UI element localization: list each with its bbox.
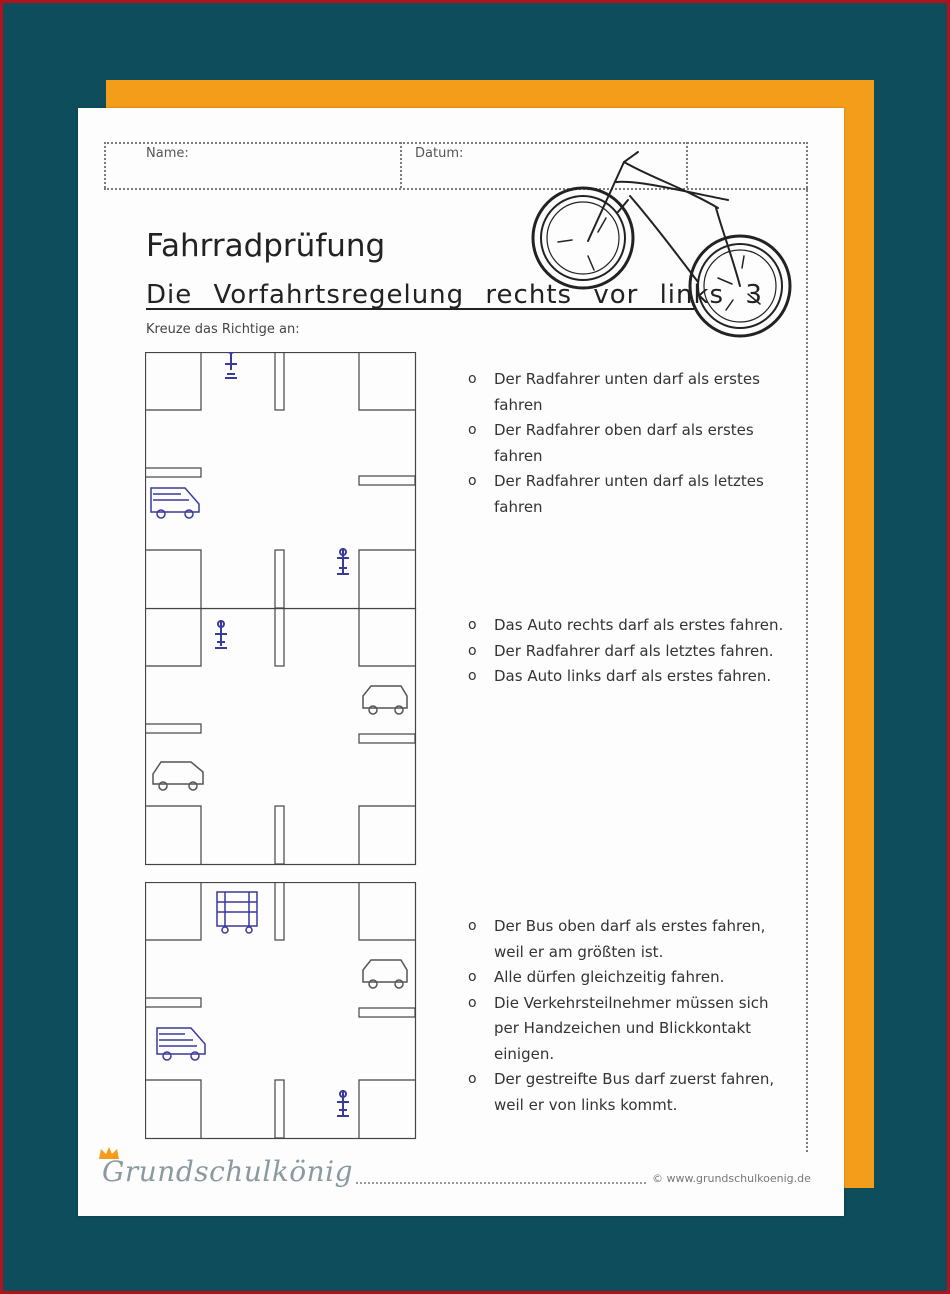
answer-option[interactable]: o Der Radfahrer unten darf als letztes fahren	[468, 469, 780, 520]
answer-option[interactable]: o Der Bus oben darf als erstes fahren, weil er am größten ist.	[468, 914, 778, 965]
checkbox-circle-icon[interactable]: o	[468, 668, 477, 684]
checkbox-circle-icon[interactable]: o	[468, 1071, 477, 1087]
subtitle-underline	[146, 308, 694, 310]
worksheet	[78, 108, 844, 1216]
footer-dotted-line	[356, 1182, 646, 1184]
answer-option[interactable]: o Der Radfahrer unten darf als erstes fahren	[468, 367, 780, 418]
car-left-icon	[153, 762, 203, 790]
date-label: Datum:	[415, 146, 464, 161]
answer-option[interactable]: o Der Radfahrer oben darf als erstes fahren	[468, 418, 780, 469]
header-dotted-line-top	[104, 142, 808, 144]
right-dotted-margin	[806, 142, 808, 1152]
cyclist-icon	[225, 352, 237, 378]
brand-logo: Grundschulkönig	[102, 1155, 354, 1188]
answer-option[interactable]: o Das Auto rechts darf als erstes fahren.	[468, 613, 798, 639]
name-label: Name:	[146, 146, 189, 161]
intersection-diagram-2	[145, 608, 417, 866]
answer-option[interactable]: o Alle dürfen gleichzeitig fahren.	[468, 965, 778, 991]
checkbox-circle-icon[interactable]: o	[468, 371, 477, 387]
bus-icon	[217, 892, 257, 933]
page-subtitle: Die Vorfahrtsregelung rechts vor links 3	[146, 280, 763, 310]
intersection-diagram-1	[145, 352, 417, 610]
question-1	[468, 367, 780, 520]
bicycle-icon	[528, 146, 798, 346]
answer-option[interactable]: o Der Radfahrer darf als letztes fahren.	[468, 639, 798, 665]
answer-option[interactable]: o Der gestreifte Bus darf zuerst fahren, weil er von links kommt.	[468, 1067, 778, 1118]
page-title: Fahrradprüfung	[146, 228, 386, 264]
header-dotted-divider	[104, 142, 106, 188]
instruction-text: Kreuze das Richtige an:	[146, 322, 300, 337]
answer-option[interactable]: o Das Auto links darf als erstes fahren.	[468, 664, 798, 690]
checkbox-circle-icon[interactable]: o	[468, 473, 477, 489]
checkbox-circle-icon[interactable]: o	[468, 422, 477, 438]
cyclist-icon	[337, 1090, 349, 1116]
question-3	[468, 914, 778, 1118]
cyclist-icon	[215, 620, 227, 648]
car-right-icon	[363, 686, 407, 714]
copyright-text: © www.grundschulkoenig.de	[652, 1172, 811, 1185]
question-2	[468, 613, 798, 690]
checkbox-circle-icon[interactable]: o	[468, 918, 477, 934]
answer-option[interactable]: o Die Verkehrsteilnehmer müssen sich per Handzeichen und Blickkontakt einigen.	[468, 991, 778, 1068]
striped-bus-icon	[157, 1028, 205, 1060]
car-right-icon	[363, 960, 407, 988]
cyclist-icon	[337, 548, 349, 574]
van-icon	[151, 488, 199, 518]
checkbox-circle-icon[interactable]: o	[468, 617, 477, 633]
checkbox-circle-icon[interactable]: o	[468, 994, 477, 1011]
checkbox-circle-icon[interactable]: o	[468, 642, 477, 659]
header-dotted-divider	[400, 142, 402, 188]
checkbox-circle-icon[interactable]: o	[468, 969, 477, 985]
intersection-diagram-3	[145, 882, 417, 1140]
